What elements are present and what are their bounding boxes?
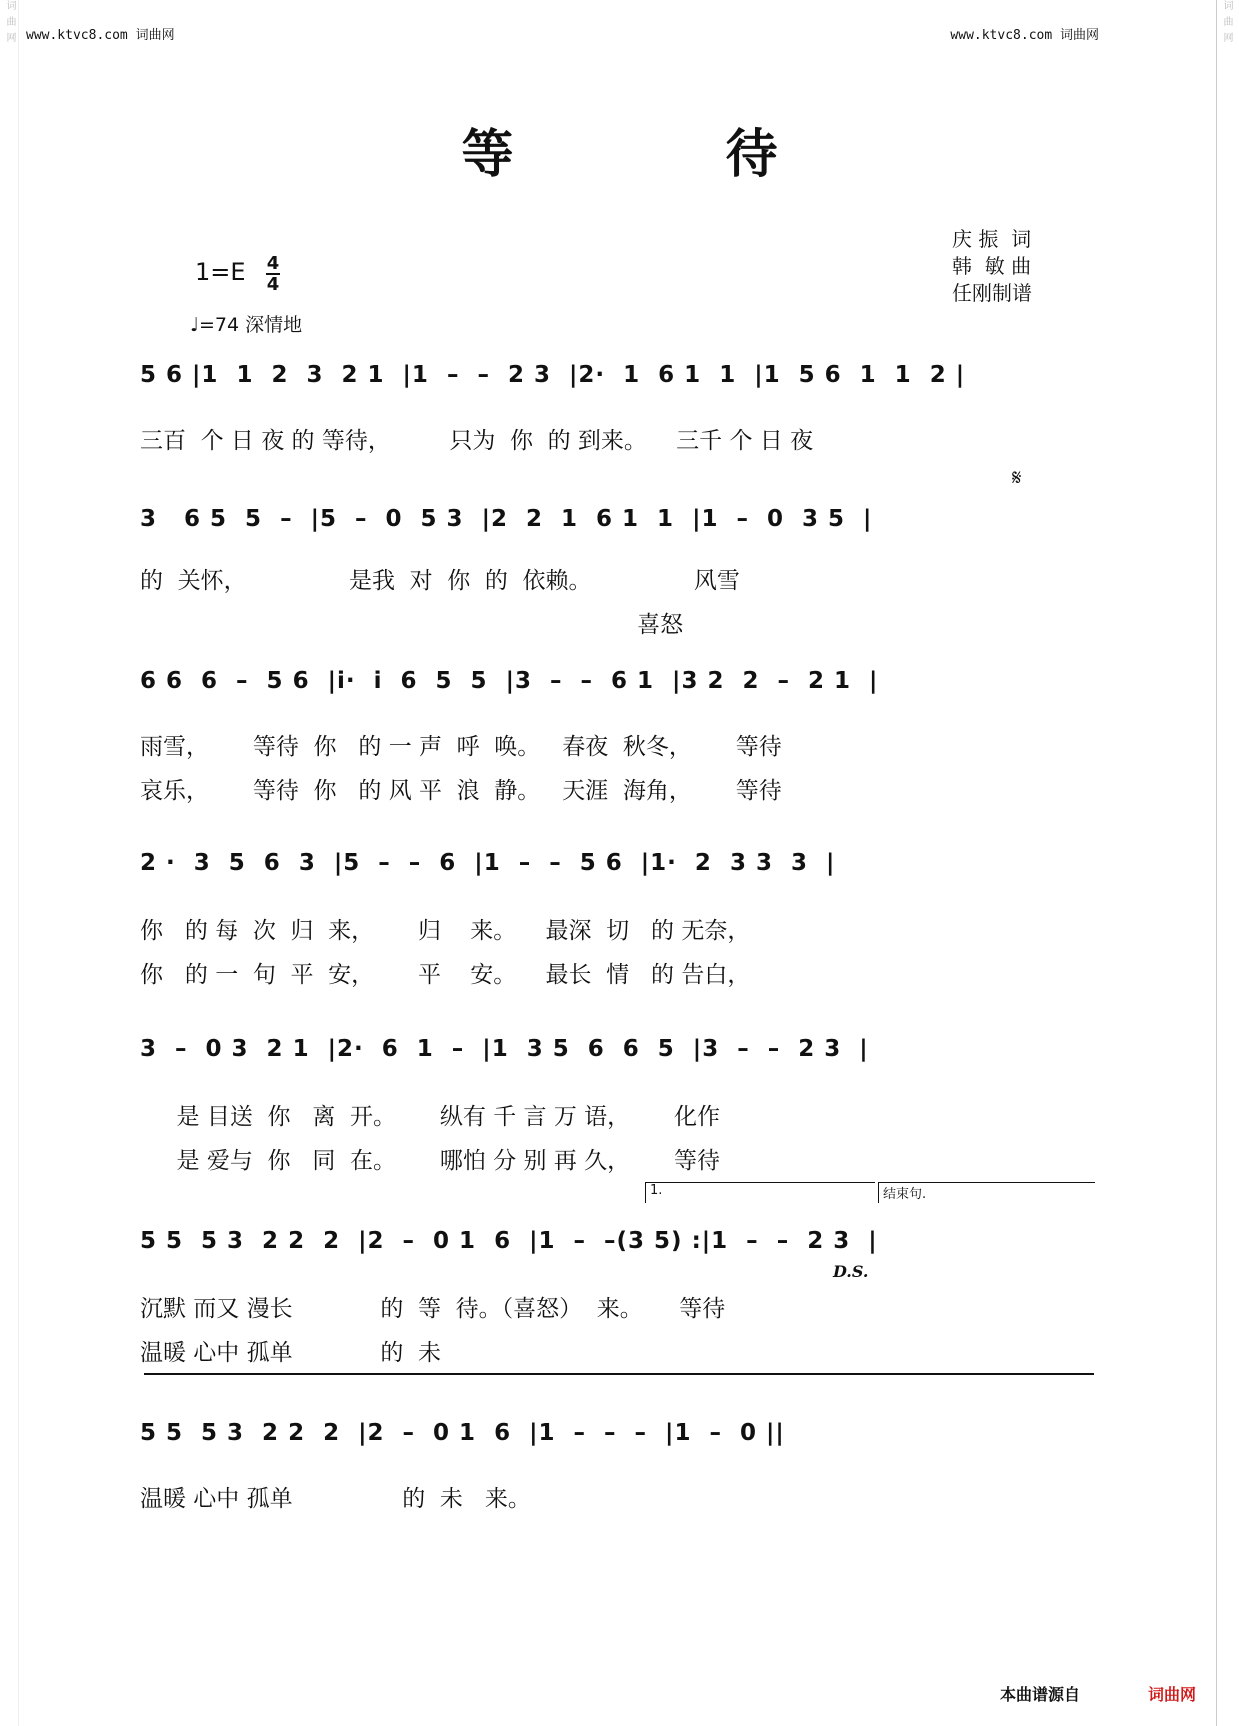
song-title: 等 待 [461, 124, 858, 185]
side-watermark-left: 词曲网 [4, 0, 15, 48]
credit-lyricist: 庆 振 词 [952, 227, 1032, 251]
lyric-line: 雨雪， 等待 你 的 一 声 呼 唤。 春夜 秋冬， 等待 [140, 734, 782, 760]
lyric-line: 哀乐， 等待 你 的 风 平 浪 静。 天涯 海角， 等待 [140, 778, 782, 804]
notation-row: 5 5 5 3 2 2 2 |2 – 0 1 6 |1 – –(3 5) :|1 – – 2 3 | [140, 1228, 878, 1254]
time-sig-top: 4 [266, 253, 280, 274]
volta-second-ending: 结束句. [878, 1182, 1095, 1203]
lyric-line: 沉默 而又 漫长 的 等 待。（喜怒） 来。 等待 [140, 1296, 726, 1322]
lyric-line: 是 爱与 你 同 在。 哪怕 分 别 再 久， 等待 [140, 1148, 721, 1174]
page-frame-right [1216, 0, 1217, 1726]
notation-row: 6 6 6 – 5 6 |i· i 6 5 5 |3 – – 6 1 |3 2 2 – 2 1 | [140, 668, 879, 694]
page-frame-left [18, 0, 19, 1726]
notation-row: 5 5 5 3 2 2 2 |2 – 0 1 6 |1 – – – |1 – 0 || [140, 1420, 785, 1446]
notation-row: 2 · 3 5 6 3 |5 – – 6 |1 – – 5 6 |1· 2 3 3 3 | [140, 850, 836, 876]
credits [952, 226, 1032, 307]
side-watermark-right: 词曲网 [1221, 0, 1232, 48]
footer-source-text: 本曲谱源自 [1000, 1685, 1081, 1704]
system-divider-line [144, 1373, 1094, 1375]
dal-segno-marking: D.S. [833, 1262, 869, 1281]
notation-row: 3 6 5 5 – |5 – 0 5 3 |2 2 1 6 1 1 |1 – 0 3 5 | [140, 506, 873, 532]
lyric-line: 喜怒 [140, 612, 684, 638]
site-url-right[interactable]: www.ktvc8.com 词曲网 [950, 28, 1099, 43]
key-signature: 1=E [195, 258, 246, 286]
segno-sign: 𝄋 [1012, 466, 1022, 491]
site-url-left[interactable]: www.ktvc8.com 词曲网 [26, 28, 175, 43]
lyric-line: 是 目送 你 离 开。 纵有 千 言 万 语， 化作 [140, 1104, 721, 1130]
volta-first-ending: 1. [645, 1182, 875, 1203]
lyric-line: 你 的 每 次 归 来， 归 来。 最深 切 的 无奈， [140, 918, 751, 944]
lyric-line: 的 关怀， 是我 对 你 的 依赖。 风雪 [140, 568, 740, 594]
lyric-line: 三百 个 日 夜 的 等待， 只为 你 的 到来。 三千 个 日 夜 [140, 428, 814, 454]
lyric-line: 你 的 一 句 平 安， 平 安。 最长 情 的 告白， [140, 962, 751, 988]
tempo-marking: ♩=74 深情地 [190, 314, 303, 336]
notation-row: 3 – 0 3 2 1 |2· 6 1 – |1 3 5 6 6 5 |3 – – 2 3 | [140, 1036, 869, 1062]
credit-composer: 韩 敏 曲 [952, 254, 1032, 278]
credit-arranger: 任刚制谱 [952, 281, 1032, 305]
lyric-line: 温暖 心中 孤单 的 未 [140, 1340, 441, 1366]
footer-site-link[interactable]: 词曲网 [1148, 1685, 1197, 1704]
notation-row: 5 6 |1 1 2 3 2 1 |1 – – 2 3 |2· 1 6 1 1 |1 5 6 1 1 2 | [140, 362, 966, 388]
time-signature [266, 254, 280, 294]
lyric-line: 温暖 心中 孤单 的 未 来。 [140, 1486, 531, 1512]
time-sig-bottom: 4 [266, 274, 280, 295]
